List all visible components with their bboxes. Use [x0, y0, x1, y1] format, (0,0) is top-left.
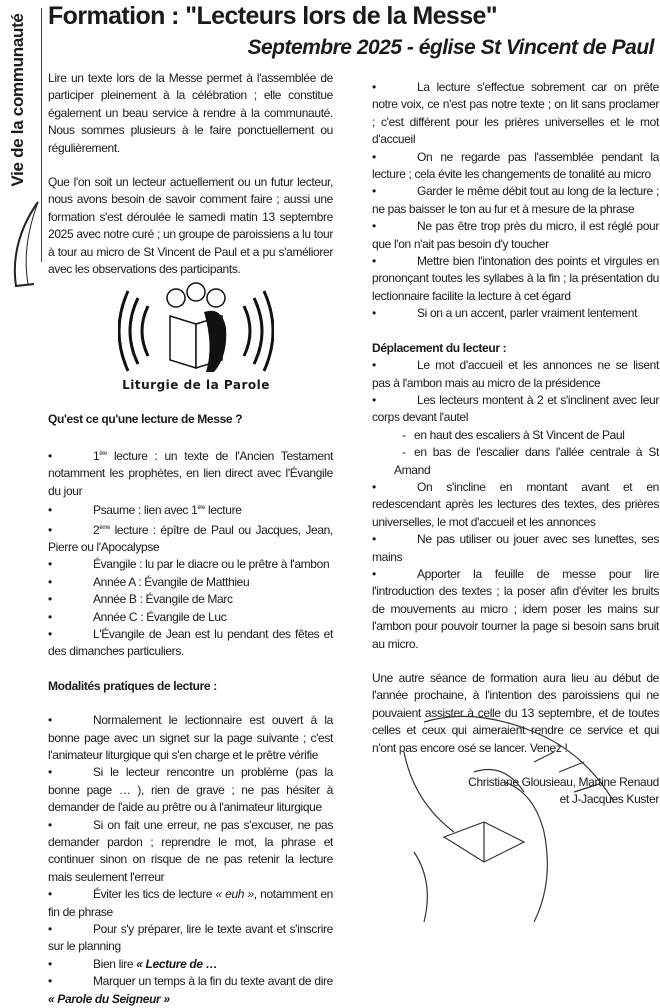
- sub-list-item: - en haut des escaliers à St Vincent de Paul: [402, 427, 625, 442]
- signature-line: Christiane Glousieau, Martine Renaud: [468, 775, 659, 790]
- list-item: • Pour s'y préparer, lire le texte avant et s'inscrire sur le planning: [48, 922, 333, 954]
- list-item: • Année B : Évangile de Marc: [48, 592, 233, 607]
- list-item: • Éviter les tics de lecture « euh », notamment en fin de phrase: [48, 887, 333, 919]
- list-item: • Évangile : lu par le diacre ou le prêtre à l'ambon: [48, 557, 330, 572]
- illustration-caption: Liturgie de la Parole: [122, 378, 270, 392]
- list-item: • Mettre bien l'intonation des points et virgules en prononçant toutes les syllabes à la fin ; la présentation du lectionnaire facilite la lecture à cet égard: [372, 254, 659, 303]
- list-item: • Le mot d'accueil et les annonces ne se lisent pas à l'ambon mais au micro de la présidence: [372, 358, 659, 390]
- list-item: • Apporter la feuille de messe pour lire l'introduction des textes ; la poser afin d'éviter les bruits de mouvements au micro ; idem poser les mains sur l'ambon pour pouvoir tourner la page si besoin sans bruit au micro.: [372, 566, 659, 651]
- reader-sketch-illustration: [384, 712, 644, 930]
- list-item: • Bien lire « Lecture de …: [48, 956, 218, 971]
- list-item: • La lecture s'effectue sobrement car on prête notre voix, ce n'est pas notre texte ; on lit sans proclamer ; c'est différent pour les prières universelles et le mot d'accueil: [372, 80, 659, 147]
- divider: [41, 8, 42, 262]
- list-item: • On s'incline en montant avant et en redescendant après les lectures des textes, des prières universelles, le mot d'accueil et les annonces: [372, 479, 659, 529]
- list-item: • 2ème lecture : épître de Paul ou Jacques, Jean, Pierre ou l'Apocalypse: [48, 522, 333, 554]
- list-item: • Garder le même débit tout au long de la lecture ; ne pas baisser le ton au fur et à mesure de la phrase: [372, 184, 659, 216]
- section-heading: Modalités pratiques de lecture :: [48, 678, 217, 693]
- liturgy-illustration: [118, 276, 274, 382]
- list-item: • L'Évangile de Jean est lu pendant des fêtes et des dimanches particuliers.: [48, 626, 333, 659]
- list-item: • 1ère lecture : un texte de l'Ancien Testament notamment les prophètes, en lien direct avec l'Évangile du jour: [48, 448, 333, 498]
- page-title: Formation : "Lecteurs lors de la Messe": [48, 2, 498, 30]
- sub-list-item: - en bas de l'escalier dans l'allée centrale à St Amand: [394, 445, 659, 477]
- section-label: Vie de la communauté: [8, 13, 27, 187]
- signature-line: et J-Jacques Kuster: [559, 792, 659, 807]
- list-item: • Si on a un accent, parler vraiment lentement: [372, 306, 638, 321]
- left-column: [48, 70, 333, 1008]
- list-item: • Ne pas être trop près du micro, il est réglé pour que l'on n'ait pas besoin d'y toucher: [372, 219, 659, 251]
- section-heading: Qu'est ce qu'une lecture de Messe ?: [48, 412, 243, 427]
- list-item: • On ne regarde pas l'assemblée pendant la lecture ; cela évite les changements de tonalité au micro: [372, 149, 659, 182]
- list-item: • Si le lecteur rencontre un problème (pas la bonne page … ), rien de grave ; ne pas hésiter à demander de l'aide au prêtre ou à l'animateur liturgique: [48, 765, 333, 815]
- right-column: [372, 79, 659, 809]
- list-item: • Psaume : lien avec 1ère lecture: [48, 503, 242, 518]
- sail-logo-icon: [4, 200, 40, 290]
- list-item: • Marquer un temps à la fin du texte avant de dire « Parole du Seigneur »: [48, 974, 333, 1006]
- page-subtitle: Septembre 2025 - église St Vincent de Paul: [247, 36, 654, 59]
- intro-paragraph: Que l'on soit un lecteur actuellement ou un futur lecteur, nous avons besoin de savoir comment faire ; aussi une formation s'est déroulée le samedi matin 13 septembre 2025 avec notre curé ; un groupe de paroissiens a lu tour à tour au micro de St Vincent de Paul et a pu s'améliorer avec les observations des participants.: [48, 175, 333, 277]
- section-sidebar: [0, 0, 40, 290]
- list-item: • Si on fait une erreur, ne pas s'excuser, ne pas demander pardon ; reprendre le mot, la phrase et continuer sinon on risque de ne pas retenir la lecture mais seulement l'erreur: [48, 817, 333, 884]
- list-item: • Ne pas utiliser ou jouer avec ses lunettes, ses mains: [372, 532, 659, 564]
- list-item: • Les lecteurs montent à 2 et s'inclinent avec leur corps devant l'autel: [372, 392, 659, 425]
- list-item: • Année C : Évangile de Luc: [48, 609, 227, 624]
- list-item: • Normalement le lectionnaire est ouvert à la bonne page avec un signet sur la page suivante ; c'est l'animateur liturgique qui s'en charge et le prêtre vérifie: [48, 713, 333, 762]
- intro-paragraph: Lire un texte lors de la Messe permet à l'assemblée de participer pleinement à la célébration ; elle constitue également un beau service à rendre à la communauté. Nous sommes plusieurs à le faire ponctuellement ou régulièrement.: [48, 71, 333, 155]
- closing-paragraph: Une autre séance de formation aura lieu au début de l'année prochaine, à l'intention des paroissiens qui ne pouvaient assister à celle du 13 septembre, et de toutes celles et ceux qui aimeraient rendre ce service et qui n'ont pas encore osé se lancer. Venez !: [372, 671, 659, 755]
- list-item: • Année A : Évangile de Matthieu: [48, 574, 250, 589]
- section-heading: Déplacement du lecteur :: [372, 340, 507, 355]
